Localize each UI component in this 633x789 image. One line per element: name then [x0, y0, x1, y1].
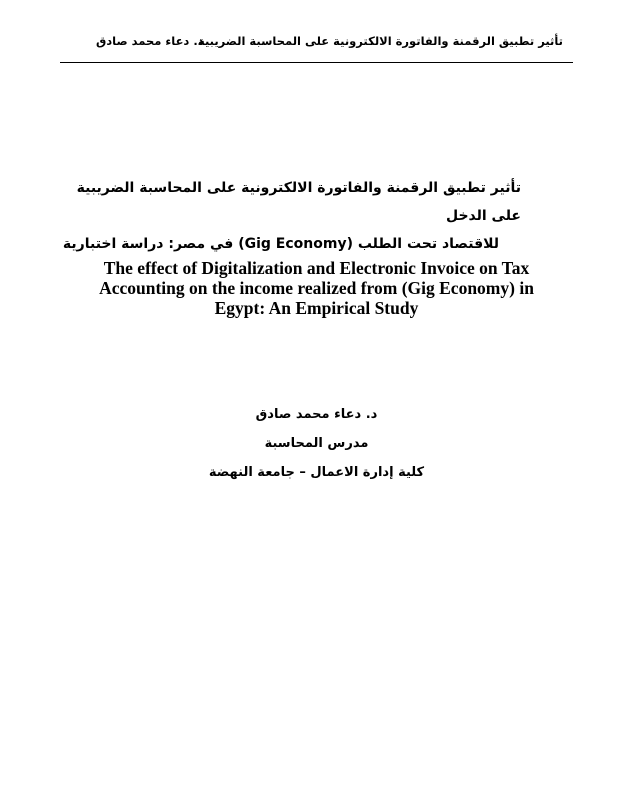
author-block — [0, 400, 633, 487]
author-affiliation: كلية إدارة الاعمال – جامعة النهضة — [208, 465, 425, 480]
header-divider — [60, 62, 573, 63]
english-title-line-2: Accounting on the income realized from (Gig Economy) in — [99, 278, 534, 298]
author-position: مدرس المحاسبة — [264, 436, 369, 451]
running-header — [60, 34, 563, 58]
arabic-paper-title — [60, 174, 521, 258]
arabic-title-line-2: للاقتصاد تحت الطلب (Gig Economy) في مصر: دراسة اختبارية — [62, 236, 499, 252]
author-name: د. دعاء محمد صادق — [255, 407, 378, 422]
english-title-line-1: The effect of Digitalization and Electronic Invoice on Tax — [103, 258, 530, 278]
english-title-line-3: Egypt: An Empirical Study — [214, 298, 419, 318]
arabic-title-line-1: تأثير تطبيق الرقمنة والفاتورة الالكترونية على المحاسبة الضريبية على الدخل — [76, 180, 521, 224]
english-paper-title — [70, 258, 563, 318]
running-header-title: تأثير تطبيق الرقمنة والفاتورة الالكترونية على المحاسبة الضريبية — [197, 34, 563, 48]
running-header-author: د. دعاء محمد صادق — [96, 34, 204, 48]
